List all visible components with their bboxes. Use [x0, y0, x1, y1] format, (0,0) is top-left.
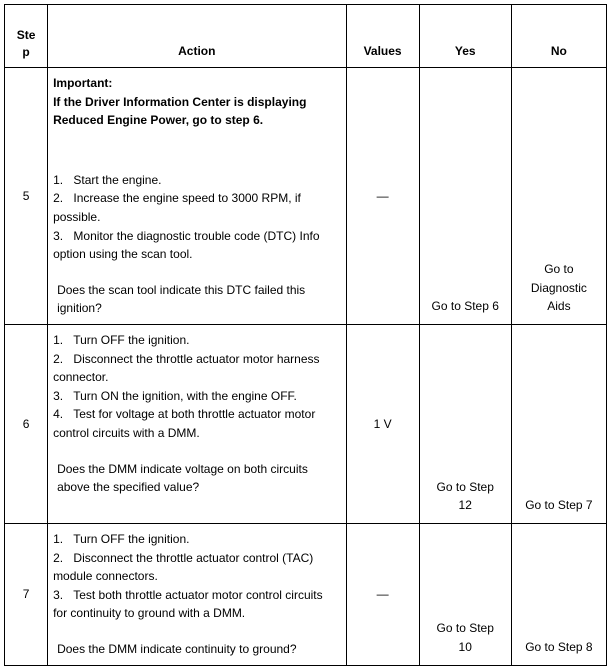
step-number: 5: [5, 68, 48, 325]
list-item: 1. Turn OFF the ignition.: [53, 332, 190, 347]
question: Does the scan tool indicate this DTC failed this ignition?: [57, 282, 306, 316]
step-number: 6: [5, 324, 48, 523]
list-item: 2. Disconnect the throttle actuator motor harness connector.: [53, 351, 320, 385]
yes-label: Go to Step 12: [436, 479, 494, 513]
no-cell: [511, 523, 606, 665]
list-item: 3. Turn ON the ignition, with the engine OFF.: [53, 388, 297, 403]
header-step-label: Step: [16, 28, 36, 59]
table-row: [5, 523, 607, 665]
important-body: If the Driver Information Center is displaying Reduced Engine Power, go to step 6.: [53, 94, 307, 128]
no-cell: [511, 324, 606, 523]
header-no: No: [511, 5, 606, 68]
question: Does the DMM indicate voltage on both circuits above the specified value?: [57, 461, 308, 495]
yes-label: Go to Step 10: [436, 621, 494, 654]
no-label: Go to Step 8: [525, 639, 593, 654]
step-number: 7: [5, 523, 48, 665]
values-cell: —: [346, 523, 419, 665]
action-cell: [48, 68, 346, 325]
action-cell: [48, 523, 346, 665]
header-yes: Yes: [419, 5, 511, 68]
list-item: 3. Monitor the diagnostic trouble code (DTC) Info option using the scan tool.: [53, 228, 320, 262]
no-label: Go to Step 7: [525, 498, 593, 513]
table-row: [5, 68, 607, 325]
no-cell: [511, 68, 606, 325]
yes-label: Go to Step 6: [431, 299, 499, 314]
list-item: 2. Increase the engine speed to 3000 RPM, if possible.: [53, 191, 301, 224]
table-row: [5, 324, 607, 523]
header-step: [5, 5, 48, 68]
yes-cell: [419, 68, 511, 325]
header-row: [5, 5, 607, 68]
important-title: Important:: [53, 76, 113, 90]
diagnostic-table: [4, 4, 607, 666]
action-cell: [48, 324, 346, 523]
list-item: 1. Start the engine.: [53, 172, 162, 187]
header-values: Values: [346, 5, 419, 68]
list-item: 2. Disconnect the throttle actuator control (TAC) module connectors.: [53, 550, 314, 584]
no-label: Go to Diagnostic Aids: [530, 262, 587, 314]
yes-cell: [419, 324, 511, 523]
yes-cell: [419, 523, 511, 665]
values-cell: 1 V: [346, 324, 419, 523]
question: Does the DMM indicate continuity to ground?: [57, 641, 297, 656]
values-cell: —: [346, 68, 419, 325]
list-item: 3. Test both throttle actuator motor control circuits for continuity to ground with a DMM.: [53, 587, 323, 621]
list-item: 4. Test for voltage at both throttle actuator motor control circuits with a DMM.: [53, 407, 316, 440]
header-action: Action: [48, 5, 346, 68]
list-item: 1. Turn OFF the ignition.: [53, 531, 190, 546]
